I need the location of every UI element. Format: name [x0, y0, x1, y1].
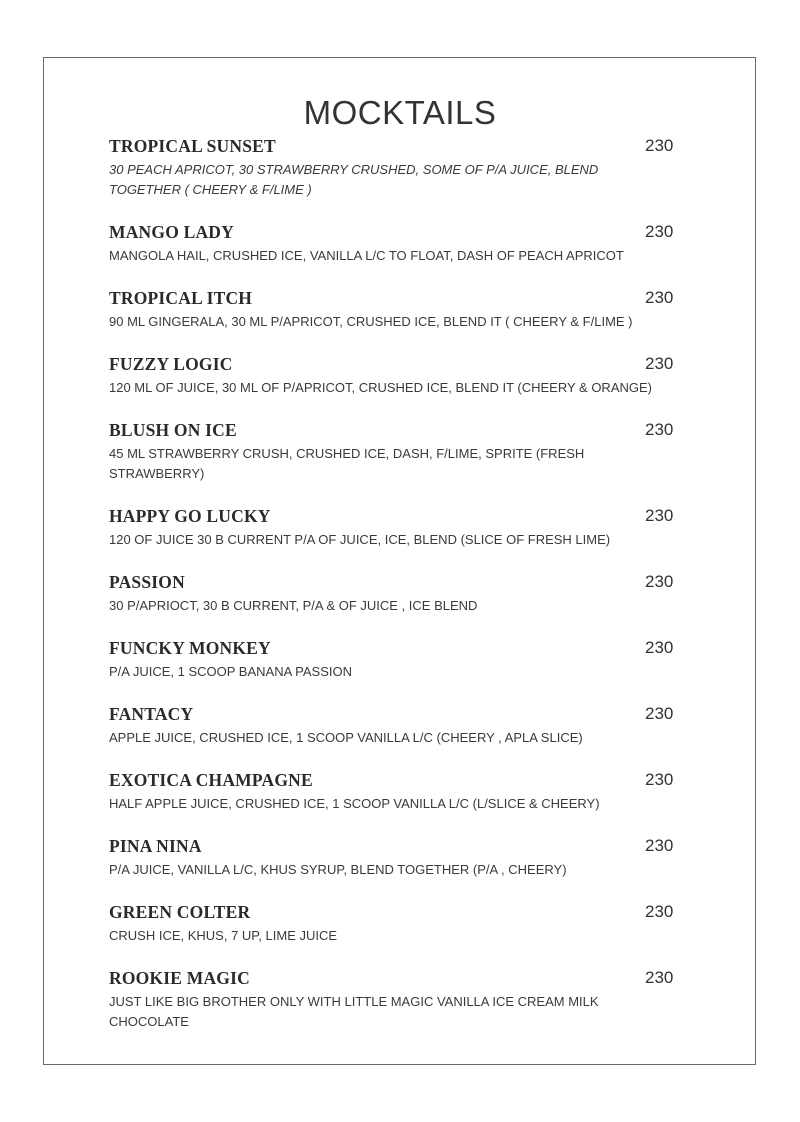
description-line: 30 PEACH APRICOT, 30 STRAWBERRY CRUSHED, SOME OF P/A JUICE, BLEND	[109, 162, 599, 177]
description-line: MANGOLA HAIL, CRUSHED ICE, VANILLA L/C TO FLOAT, DASH OF PEACH APRICOT	[109, 248, 624, 263]
menu-item-name: HAPPY GO LUCKY	[109, 506, 271, 526]
menu-item	[109, 288, 709, 354]
description-line: 45 ML STRAWBERRY CRUSH, CRUSHED ICE, DASH, F/LIME, SPRITE (FRESH	[109, 446, 585, 461]
menu-item-price: 230	[645, 506, 674, 525]
menu-item	[109, 968, 709, 1054]
menu-item-name: PINA NINA	[109, 836, 202, 856]
menu-item	[109, 506, 709, 572]
menu-item-name: PASSION	[109, 572, 185, 592]
menu-item	[109, 638, 709, 704]
menu-item-price: 230	[645, 638, 674, 657]
menu-item-description	[109, 728, 709, 748]
menu-item-description	[109, 312, 709, 332]
menu-item-name: TROPICAL SUNSET	[109, 136, 276, 156]
menu-item-description	[109, 794, 709, 814]
menu-title: MOCKTAILS	[303, 94, 497, 131]
menu-item-name: FUNCKY MONKEY	[109, 638, 271, 658]
menu-item-price: 230	[645, 136, 674, 155]
menu-item-description	[109, 246, 709, 266]
menu-item-description	[109, 596, 709, 616]
description-line: 90 ML GINGERALA, 30 ML P/APRICOT, CRUSHED ICE, BLEND IT ( CHEERY & F/LIME )	[109, 314, 633, 329]
menu-item-price: 230	[645, 770, 674, 789]
menu-item-description	[109, 926, 709, 946]
menu-item-name: MANGO LADY	[109, 222, 234, 242]
menu-item-price: 230	[645, 222, 674, 241]
menu-items-list	[109, 136, 709, 1054]
menu-item-price: 230	[645, 968, 674, 987]
menu-item-name: BLUSH ON ICE	[109, 420, 237, 440]
menu-item-name: ROOKIE MAGIC	[109, 968, 250, 988]
menu-item-name: FANTACY	[109, 704, 194, 724]
menu-item-description	[109, 160, 709, 200]
menu-item	[109, 572, 709, 638]
menu-item-description	[109, 378, 709, 398]
description-line: P/A JUICE, VANILLA L/C, KHUS SYRUP, BLEND TOGETHER (P/A , CHEERY)	[109, 862, 567, 877]
description-line: 120 OF JUICE 30 B CURRENT P/A OF JUICE, ICE, BLEND (SLICE OF FRESH LIME)	[109, 532, 611, 547]
description-line: TOGETHER ( CHEERY & F/LIME )	[109, 182, 312, 197]
menu-item-price: 230	[645, 354, 674, 373]
description-line: CHOCOLATE	[109, 1014, 189, 1029]
menu-item	[109, 836, 709, 902]
menu-item-description	[109, 444, 709, 484]
menu-item	[109, 902, 709, 968]
description-line: HALF APPLE JUICE, CRUSHED ICE, 1 SCOOP VANILLA L/C (L/SLICE & CHEERY)	[109, 796, 600, 811]
description-line: STRAWBERRY)	[109, 466, 205, 481]
menu-item-price: 230	[645, 420, 674, 439]
menu-item-price: 230	[645, 902, 674, 921]
menu-item-description	[109, 530, 709, 550]
menu-item	[109, 222, 709, 288]
description-line: P/A JUICE, 1 SCOOP BANANA PASSION	[109, 664, 352, 679]
menu-item	[109, 354, 709, 420]
menu-item-name: FUZZY LOGIC	[109, 354, 233, 374]
menu-item	[109, 136, 709, 222]
description-line: 30 P/APRIOCT, 30 B CURRENT, P/A & OF JUICE , ICE BLEND	[109, 598, 478, 613]
menu-item-description	[109, 860, 709, 880]
menu-item-description	[109, 992, 709, 1032]
menu-item-price: 230	[645, 704, 674, 723]
description-line: JUST LIKE BIG BROTHER ONLY WITH LITTLE MAGIC VANILLA ICE CREAM MILK	[109, 994, 599, 1009]
menu-item	[109, 420, 709, 506]
description-line: CRUSH ICE, KHUS, 7 UP, LIME JUICE	[109, 928, 338, 943]
menu-item-description	[109, 662, 709, 682]
menu-item-price: 230	[645, 572, 674, 591]
menu-item-price: 230	[645, 288, 674, 307]
menu-item-name: EXOTICA CHAMPAGNE	[109, 770, 313, 790]
menu-item-price: 230	[645, 836, 674, 855]
description-line: 120 ML OF JUICE, 30 ML OF P/APRICOT, CRUSHED ICE, BLEND IT (CHEERY & ORANGE)	[109, 380, 652, 395]
menu-item-name: GREEN COLTER	[109, 902, 251, 922]
menu-item	[109, 770, 709, 836]
menu-item-name: TROPICAL ITCH	[109, 288, 253, 308]
menu-item	[109, 704, 709, 770]
description-line: APPLE JUICE, CRUSHED ICE, 1 SCOOP VANILLA L/C (CHEERY , APLA SLICE)	[109, 730, 583, 745]
